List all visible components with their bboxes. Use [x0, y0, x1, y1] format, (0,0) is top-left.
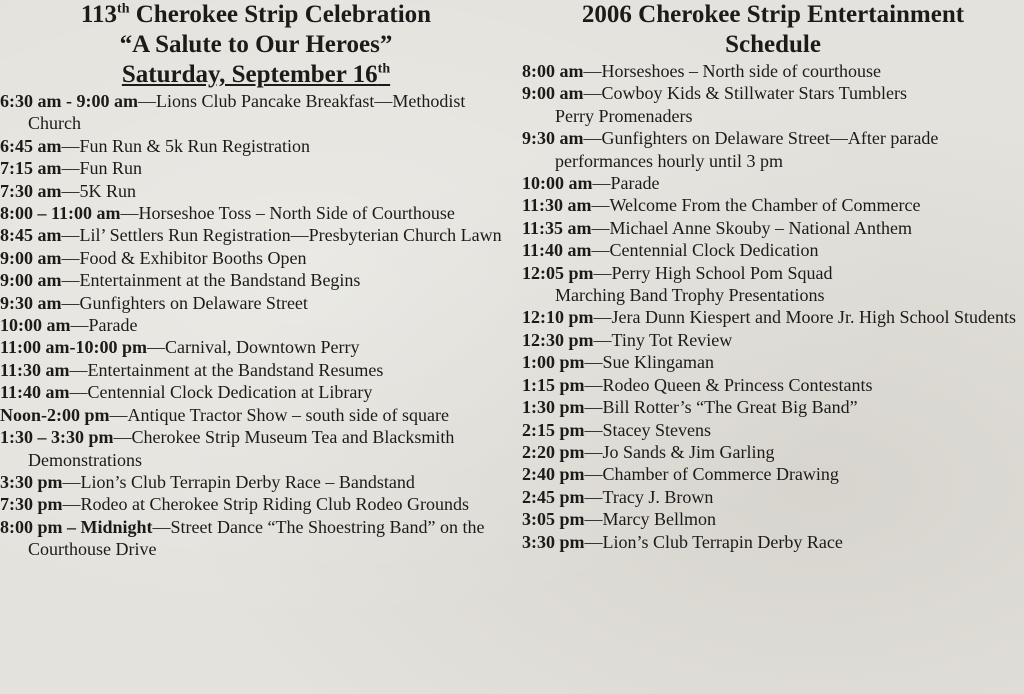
schedule-item: 8:00 pm – Midnight—Street Dance “The Shoestring Band” on the Courthouse Drive: [0, 516, 485, 560]
schedule-item: 2:40 pm—Chamber of Commerce Drawing: [522, 464, 839, 485]
schedule-item-continuation: Marching Band Trophy Presentations: [555, 285, 825, 306]
entertainment-column: [522, 0, 1024, 553]
schedule-item: 8:00 am—Horseshoes – North side of courthouse: [522, 61, 881, 81]
schedule-item: 9:30 am—Gunfighters on Delaware Street: [0, 292, 308, 313]
schedule-item: 2:15 pm—Stacey Stevens: [522, 419, 711, 440]
schedule-item: 8:00 – 11:00 am—Horseshoe Toss – North Side of Courthouse: [0, 203, 455, 224]
schedule-item: 1:00 pm—Sue Klingaman: [522, 352, 714, 373]
schedule-item-continuation: Perry Promenaders: [555, 105, 693, 126]
entertainment-title: 2006 Cherokee Strip Entertainment: [581, 1, 965, 28]
schedule-item: 1:30 – 3:30 pm—Cherokee Strip Museum Tea and Blacksmith Demonstrations: [0, 427, 455, 470]
schedule-item: 9:30 am—Gunfighters on Delaware Street—After parade performances hourly until 3 pm: [522, 128, 939, 171]
schedule-item: 11:00 am-10:00 pm—Carnival, Downtown Perry: [0, 337, 360, 358]
schedule-item: 11:40 am—Centennial Clock Dedication: [522, 240, 819, 261]
schedule-item: 7:30 pm—Rodeo at Cherokee Strip Riding Club Rodeo Grounds: [0, 494, 469, 515]
celebration-column: [0, 0, 512, 561]
entertainment-title-line2: Schedule: [725, 31, 821, 58]
celebration-date: Saturday, September 16th: [121, 61, 391, 88]
schedule-item: 2:20 pm—Jo Sands & Jim Garling: [522, 441, 775, 462]
schedule-item: 9:00 am—Food & Exhibitor Booths Open: [0, 247, 307, 268]
schedule-item: 9:00 am—Entertainment at the Bandstand Begins: [0, 270, 361, 291]
schedule-item: 9:00 am—Cowboy Kids & Stillwater Stars Tumblers: [522, 83, 908, 104]
schedule-item: 10:00 am—Parade: [0, 315, 138, 336]
schedule-item: 12:10 pm—Jera Dunn Kiespert and Moore Jr. High School Students: [522, 307, 1016, 328]
celebration-schedule-list: [0, 90, 512, 561]
schedule-item: 2:45 pm—Tracy J. Brown: [522, 486, 714, 507]
schedule-item: 11:40 am—Centennial Clock Dedication at Library: [0, 382, 373, 403]
schedule-item: Noon-2:00 pm—Antique Tractor Show – south side of square: [0, 404, 449, 425]
schedule-item: 11:35 am—Michael Anne Skouby – National Anthem: [522, 217, 912, 238]
schedule-item: 11:30 am—Welcome From the Chamber of Commerce: [522, 195, 921, 216]
entertainment-schedule-list: [522, 60, 1024, 553]
schedule-item: 6:45 am—Fun Run & 5k Run Registration: [0, 135, 311, 156]
schedule-item: 11:30 am—Entertainment at the Bandstand Resumes: [0, 359, 384, 380]
schedule-item: 1:15 pm—Rodeo Queen & Princess Contestants: [522, 374, 873, 395]
schedule-item: 12:05 pm—Perry High School Pom Squad: [522, 262, 833, 283]
schedule-item: 12:30 pm—Tiny Tot Review: [522, 329, 733, 350]
schedule-item: 3:30 pm—Lion’s Club Terrapin Derby Race: [522, 531, 843, 552]
schedule-item: 10:00 am—Parade: [522, 173, 660, 194]
schedule-item: 7:30 am—5K Run: [0, 180, 137, 201]
schedule-item: 1:30 pm—Bill Rotter’s “The Great Big Band”: [522, 397, 858, 418]
schedule-item: 3:30 pm—Lion’s Club Terrapin Derby Race – Bandstand: [0, 471, 415, 492]
celebration-title: 113th Cherokee Strip Celebration: [80, 1, 432, 28]
schedule-item: 3:05 pm—Marcy Bellmon: [522, 509, 716, 530]
schedule-item: 8:45 am—Lil’ Settlers Run Registration—Presbyterian Church Lawn: [0, 225, 502, 246]
schedule-item: 6:30 am - 9:00 am—Lions Club Pancake Breakfast—Methodist Church: [0, 91, 466, 134]
schedule-item: 7:15 am—Fun Run: [0, 158, 143, 179]
celebration-subtitle: “A Salute to Our Heroes”: [119, 31, 393, 58]
